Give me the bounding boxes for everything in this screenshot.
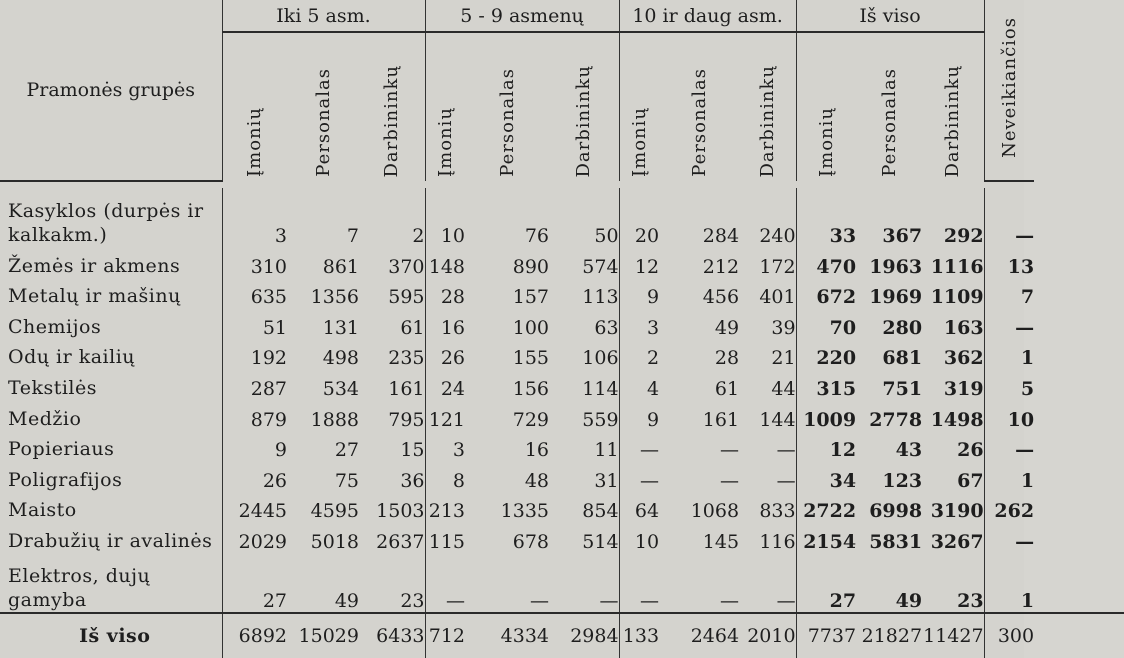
table-cell: 2464 (659, 613, 739, 658)
table-cell: — (720, 469, 740, 492)
table-row (0, 308, 1124, 339)
table-cell: 9 (274, 439, 287, 462)
table-cell: 27 (334, 439, 359, 462)
table-cell: 2637 (359, 522, 425, 553)
row-label: Elektros, dujų gamyba (0, 553, 222, 613)
table-row (0, 278, 1124, 309)
table-cell: 156 (512, 377, 550, 400)
table-cell: 1969 (869, 286, 923, 309)
table-cell: 362 (922, 339, 984, 370)
column-header: Personalas (312, 68, 334, 177)
table-cell: 11 (549, 431, 619, 462)
table-cell: 1335 (500, 500, 550, 523)
column-header: Darbininkų (922, 32, 984, 181)
table-row (0, 188, 1124, 247)
table-cell: 2029 (238, 530, 287, 553)
table-cell: 26 (262, 469, 287, 492)
table-cell: 75 (334, 469, 359, 492)
table-cell: 11427 (922, 613, 984, 658)
table-cell: 23 (359, 553, 425, 613)
table-cell: 64 (634, 500, 660, 523)
row-label: Kasyklos (durpės ir kalkakm.) (0, 188, 222, 247)
table-cell: 401 (739, 278, 796, 309)
table-cell: — (739, 461, 796, 492)
group-header: Iki 5 asm. (222, 0, 425, 32)
table-cell: 8 (452, 469, 466, 492)
table-cell: — (640, 439, 660, 462)
table-cell: 315 (816, 377, 857, 400)
table-cell: 367 (882, 225, 923, 248)
table-cell: 76 (524, 225, 550, 248)
table-cell: 7 (1020, 286, 1035, 309)
table-cell: 100 (512, 316, 550, 339)
table-cell: 21 (739, 339, 796, 370)
table-cell: 681 (882, 347, 923, 370)
table-cell: 5831 (869, 530, 923, 553)
table-cell: 672 (816, 286, 857, 309)
table-cell: 6433 (359, 613, 425, 658)
table-cell: 1009 (803, 408, 857, 431)
table-cell: 3 (452, 439, 466, 462)
table-cell: 595 (359, 278, 425, 309)
table-cell: 192 (250, 347, 287, 370)
table-cell: 63 (549, 308, 619, 339)
table-cell: 163 (922, 308, 984, 339)
table-cell: — (739, 431, 796, 462)
table-cell: 44 (739, 369, 796, 400)
row-label: Maisto (0, 492, 222, 523)
table-cell: 1356 (310, 286, 359, 309)
table-cell: 4 (646, 377, 660, 400)
table-cell: 61 (359, 308, 425, 339)
table-cell: 12 (634, 255, 660, 278)
table-cell: 51 (262, 316, 287, 339)
table-cell: 26 (440, 347, 466, 370)
table-cell: 39 (739, 308, 796, 339)
table-row (0, 369, 1124, 400)
table-cell: 5018 (310, 530, 359, 553)
table-cell: 33 (829, 225, 857, 248)
table-cell: 28 (440, 286, 466, 309)
table-cell: 1963 (869, 255, 923, 278)
table-cell: 534 (322, 377, 359, 400)
table-cell: 27 (829, 589, 857, 612)
table-cell: 287 (250, 377, 287, 400)
table-cell: 1888 (310, 408, 359, 431)
table-cell: 2984 (549, 613, 619, 658)
table-cell: 240 (739, 188, 796, 247)
table-cell: 4595 (310, 500, 359, 523)
table-cell: — (640, 589, 660, 612)
column-header: Įmonių (244, 107, 266, 177)
column-header: Įmonių (628, 107, 650, 177)
table-cell: 10 (634, 530, 660, 553)
table-cell: 300 (984, 613, 1034, 658)
row-label: Drabužių ir avalinės (0, 522, 222, 553)
table-cell: 21827 (856, 613, 922, 658)
table-row (0, 339, 1124, 370)
table-cell: 49 (334, 589, 359, 612)
table-cell: 10 (440, 225, 466, 248)
table-cell: 514 (549, 522, 619, 553)
table-cell: 795 (359, 400, 425, 431)
table-cell: 5 (1020, 377, 1035, 400)
table-cell: 15029 (287, 613, 359, 658)
table-cell: 28 (714, 347, 740, 370)
table-cell: — (1015, 225, 1035, 248)
table-cell: 115 (428, 530, 466, 553)
table-cell: — (739, 553, 796, 613)
table-cell: 1109 (922, 278, 984, 309)
table-cell: 2010 (739, 613, 796, 658)
row-label: Medžio (0, 400, 222, 431)
table-cell: 144 (739, 400, 796, 431)
table-cell: 2722 (803, 500, 857, 523)
table-cell: 319 (922, 369, 984, 400)
table-cell: 3190 (922, 492, 984, 523)
table-cell: 1116 (922, 247, 984, 278)
table-cell: — (1015, 439, 1035, 462)
table-cell: 131 (322, 316, 359, 339)
table-cell: 121 (428, 408, 466, 431)
table-cell: 280 (882, 316, 923, 339)
table-cell: 16 (440, 316, 466, 339)
table-cell: 262 (994, 500, 1035, 523)
table-cell: 370 (359, 247, 425, 278)
table-cell: 1498 (922, 400, 984, 431)
table-cell: 833 (739, 492, 796, 523)
row-label: Tekstilės (0, 369, 222, 400)
table-cell: 854 (549, 492, 619, 523)
table-cell: 49 (714, 316, 740, 339)
column-header: Įmonių (815, 107, 837, 177)
table-cell: 284 (702, 225, 740, 248)
table-cell: 2 (646, 347, 660, 370)
table-cell: — (720, 439, 740, 462)
table-row (0, 492, 1124, 523)
table-cell: 559 (549, 400, 619, 431)
table-cell: 12 (829, 439, 857, 462)
table-cell: 879 (250, 408, 287, 431)
column-header: Darbininkų (549, 32, 619, 181)
column-header: Darbininkų (359, 32, 425, 181)
row-label: Chemijos (0, 308, 222, 339)
table-body (0, 181, 1124, 658)
table-cell: 161 (359, 369, 425, 400)
table-cell: 2778 (869, 408, 923, 431)
row-label: Iš viso (0, 613, 222, 658)
table-cell: 6892 (222, 613, 287, 658)
column-header-neveikiancios: Neveikiančios (984, 0, 1034, 181)
row-label: Odų ir kailių (0, 339, 222, 370)
table-cell: 16 (524, 439, 550, 462)
table-cell: 9 (646, 408, 660, 431)
table-cell: 2 (359, 188, 425, 247)
table-cell: 1 (1020, 589, 1035, 612)
table-cell: 155 (512, 347, 550, 370)
row-header: Pramonės grupės (0, 0, 222, 181)
table-cell: 292 (922, 188, 984, 247)
table-cell: 635 (250, 286, 287, 309)
table-cell: 70 (829, 316, 857, 339)
table-cell: 34 (829, 469, 857, 492)
table-cell: 114 (549, 369, 619, 400)
table-cell: 43 (895, 439, 923, 462)
table-cell: 2445 (238, 500, 287, 523)
table-cell: 861 (322, 255, 359, 278)
table-cell: 36 (359, 461, 425, 492)
table-cell: 712 (425, 613, 465, 658)
table-cell: 10 (1007, 408, 1035, 431)
column-header: Personalas (878, 68, 900, 177)
table-cell: 15 (359, 431, 425, 462)
table-cell: 23 (922, 553, 984, 613)
table-cell: 116 (739, 522, 796, 553)
table-cell: 133 (619, 613, 659, 658)
total-row (0, 613, 1124, 658)
table-row (0, 461, 1124, 492)
table-cell: 310 (250, 255, 287, 278)
table-cell: 1 (1020, 469, 1035, 492)
table-cell: 50 (549, 188, 619, 247)
group-header-row (0, 0, 1124, 32)
table-cell: 212 (702, 255, 740, 278)
group-header: 5 - 9 asmenų (425, 0, 619, 32)
table-cell: 157 (512, 286, 550, 309)
table-cell: 498 (322, 347, 359, 370)
table-cell: 1 (1020, 347, 1035, 370)
table-cell: 7 (346, 225, 359, 248)
table-cell: 6998 (869, 500, 923, 523)
column-header: Personalas (688, 68, 710, 177)
table-cell: 20 (634, 225, 660, 248)
table-cell: 24 (440, 377, 466, 400)
table-cell: 31 (549, 461, 619, 492)
table-cell: 235 (359, 339, 425, 370)
group-header: 10 ir daug asm. (619, 0, 796, 32)
row-label: Žemės ir akmens (0, 247, 222, 278)
table-cell: 729 (512, 408, 550, 431)
table-row (0, 553, 1124, 613)
table-cell: 751 (882, 377, 923, 400)
row-label: Metalų ir mašinų (0, 278, 222, 309)
table-cell: 678 (512, 530, 550, 553)
table-cell: — (1015, 530, 1035, 553)
table-cell: 574 (549, 247, 619, 278)
table-row (0, 522, 1124, 553)
table-cell: 9 (646, 286, 660, 309)
table-cell: — (720, 589, 740, 612)
row-label: Popieriaus (0, 431, 222, 462)
table-cell: 67 (922, 461, 984, 492)
table-cell: 1503 (359, 492, 425, 523)
table-cell: 48 (524, 469, 550, 492)
table-cell: 3267 (922, 522, 984, 553)
table-cell: 4334 (465, 613, 549, 658)
table-cell: 145 (702, 530, 740, 553)
table-cell: 2154 (803, 530, 857, 553)
table-cell: — (549, 553, 619, 613)
table-row (0, 431, 1124, 462)
table-cell: 113 (549, 278, 619, 309)
table-row (0, 247, 1124, 278)
table-cell: — (446, 589, 466, 612)
table-cell: 49 (895, 589, 923, 612)
table-row (0, 400, 1124, 431)
table-cell: 27 (262, 589, 287, 612)
table-cell: 1068 (690, 500, 740, 523)
row-label: Poligrafijos (0, 461, 222, 492)
table-cell: — (530, 589, 550, 612)
table-cell: 220 (816, 347, 857, 370)
column-header: Įmonių (434, 107, 456, 177)
column-header: Personalas (496, 68, 518, 177)
column-header: Darbininkų (739, 32, 796, 181)
table-cell: 7737 (796, 613, 856, 658)
table-cell: 13 (1007, 255, 1035, 278)
table-cell: 61 (714, 377, 740, 400)
table-cell: 470 (816, 255, 857, 278)
table-cell: 172 (739, 247, 796, 278)
group-header: Iš viso (796, 0, 984, 32)
table-cell: — (640, 469, 660, 492)
table-cell: 161 (702, 408, 740, 431)
table-cell: 3 (646, 316, 660, 339)
table-cell: 3 (274, 225, 287, 248)
table-cell: 456 (702, 286, 740, 309)
table-cell: 26 (922, 431, 984, 462)
table-cell: — (1015, 316, 1035, 339)
table-cell: 106 (549, 339, 619, 370)
table-cell: 148 (428, 255, 466, 278)
table-cell: 123 (882, 469, 923, 492)
table-cell: 213 (428, 500, 466, 523)
table-cell: 890 (512, 255, 550, 278)
